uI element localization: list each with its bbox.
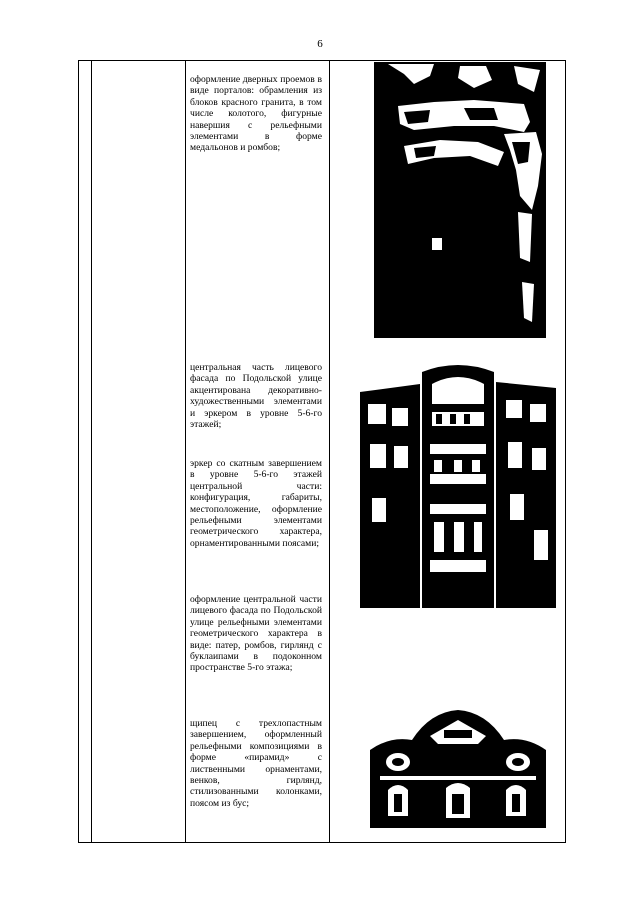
column-divider — [91, 61, 92, 842]
table-cell-text — [190, 74, 322, 154]
feature-paragraph: оформление дверных проемов в виде порталов: обрамления из блоков красного гранита, в том числе колотого, фигурные навершия с рельефными элементами в форме медальонов и ромбов; — [190, 74, 322, 154]
page-number: 6 — [317, 38, 323, 50]
table-cell-text — [190, 718, 322, 809]
table-cell-text — [190, 458, 322, 549]
bay-window-facade-photo — [360, 364, 556, 608]
feature-paragraph: эркер со скатным завершением в уровне 5-6-го этажей центральной части: конфигурация, габариты, местоположение, оформление рельефными элементами геометрического характера, орнаментированными поясами; — [190, 458, 322, 549]
feature-paragraph: щипец с трехлопастным завершением, оформленный рельефными композициями в форме «пирамид» с лиственными орнаментами, венков, гирлянд, стилизованными колонками, поясом из бус; — [190, 718, 322, 809]
feature-paragraph: оформление центральной части лицевого фасада по Подольской улице рельефными элементами геометрического характера в виде: патер, ромбов, гирлянд с буклаипами в подоконном пространстве 5-го этажа; — [190, 594, 322, 674]
column-divider — [329, 61, 330, 842]
column-divider — [185, 61, 186, 842]
table-cell-text — [190, 362, 322, 430]
table-cell-text — [190, 594, 322, 674]
gable-pediment-photo — [360, 706, 556, 828]
doorway-portal-photo — [374, 62, 546, 338]
feature-paragraph: центральная часть лицевого фасада по Подольской улице акцентирована декоративно-художественными элементами и эркером в уровне 5-6-го этажей; — [190, 362, 322, 431]
